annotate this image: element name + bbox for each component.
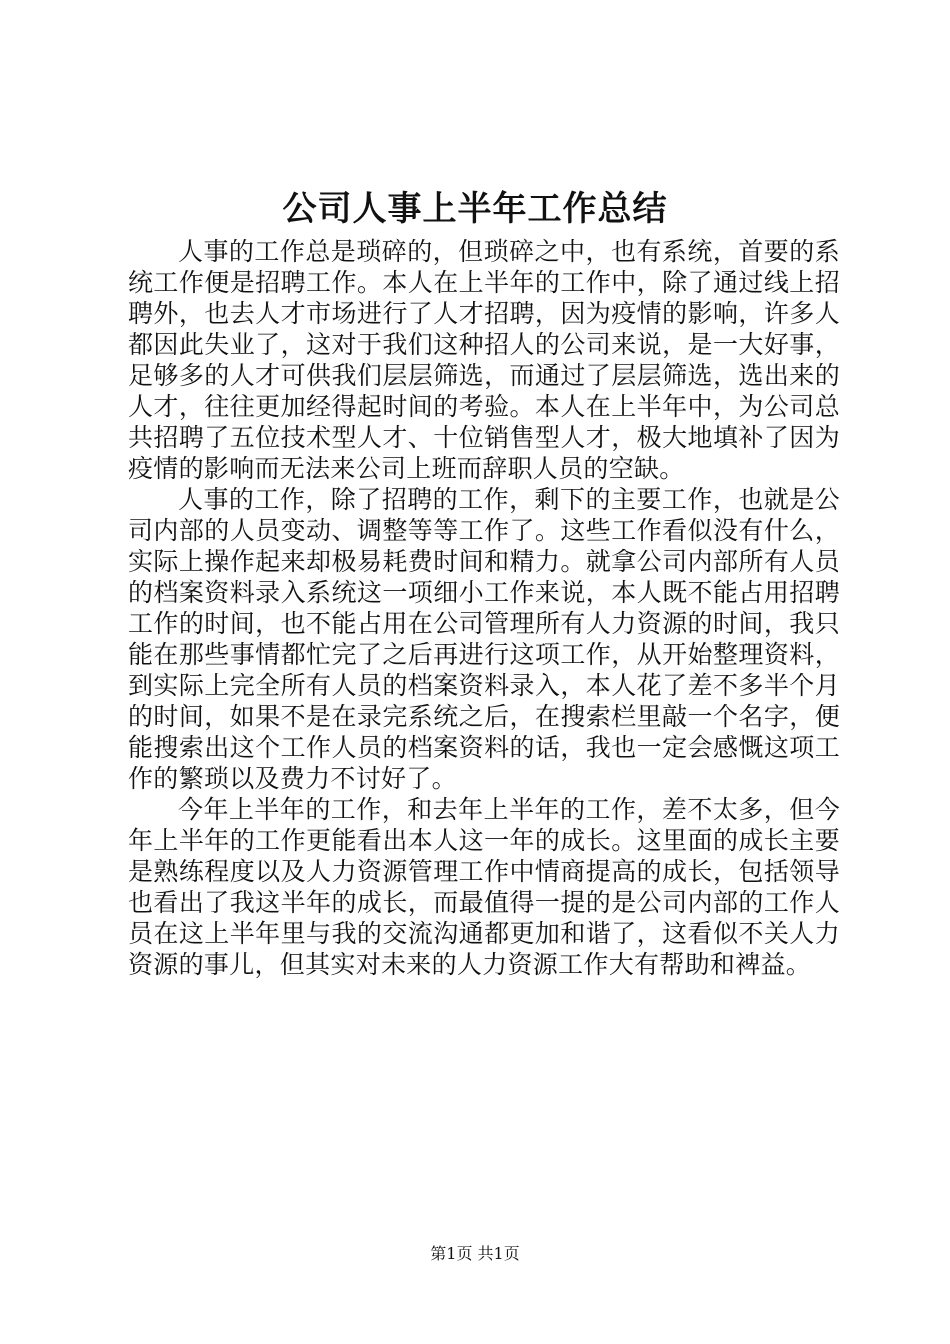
paragraph-1: 人事的工作总是琐碎的，但琐碎之中，也有系统，首要的系统工作便是招聘工作。本人在上半年的工作中，除了通过线上招聘外，也去人才市场进行了人才招聘，因为疫情的影响，许多人都因此失业了，这对于我们这种招人的公司来说，是一大好事，足够多的人才可供我们层层筛选，而通过了层层筛选，选出来的人才，往往更加经得起时间的考验。本人在上半年中，为公司总共招聘了五位技术型人才、十位销售型人才，极大地填补了因为疫情的影响而无法来公司上班而辞职人员的空缺。 (128, 237, 840, 483)
document-title: 公司人事上半年工作总结 (282, 189, 668, 229)
paragraph-3: 今年上半年的工作，和去年上半年的工作，差不太多，但今年上半年的工作更能看出本人这一年的成长。这里面的成长主要是熟练程度以及人力资源管理工作中情商提高的成长，包括领导也看出了我这半年的成长，而最值得一提的是公司内部的工作人员在这上半年里与我的交流沟通都更加和谐了，这看似不关人力资源的事儿，但其实对未来的人力资源工作大有帮助和裨益。 (128, 795, 840, 979)
page-footer: 第1页 共1页 (430, 1244, 520, 1263)
paragraph-2: 人事的工作，除了招聘的工作，剩下的主要工作，也就是公司内部的人员变动、调整等等工作了。这些工作看似没有什么，实际上操作起来却极易耗费时间和精力。就拿公司内部所有人员的档案资料录入系统这一项细小工作来说，本人既不能占用招聘工作的时间，也不能占用在公司管理所有人力资源的时间，我只能在那些事情都忙完了之后再进行这项工作，从开始整理资料，到实际上完全所有人员的档案资料录入，本人花了差不多半个月的时间，如果不是在录完系统之后，在搜索栏里敲一个名字，便能搜索出这个工作人员的档案资料的话，我也一定会感慨这项工作的繁琐以及费力不讨好了。 (128, 485, 840, 793)
document-body (128, 236, 840, 980)
